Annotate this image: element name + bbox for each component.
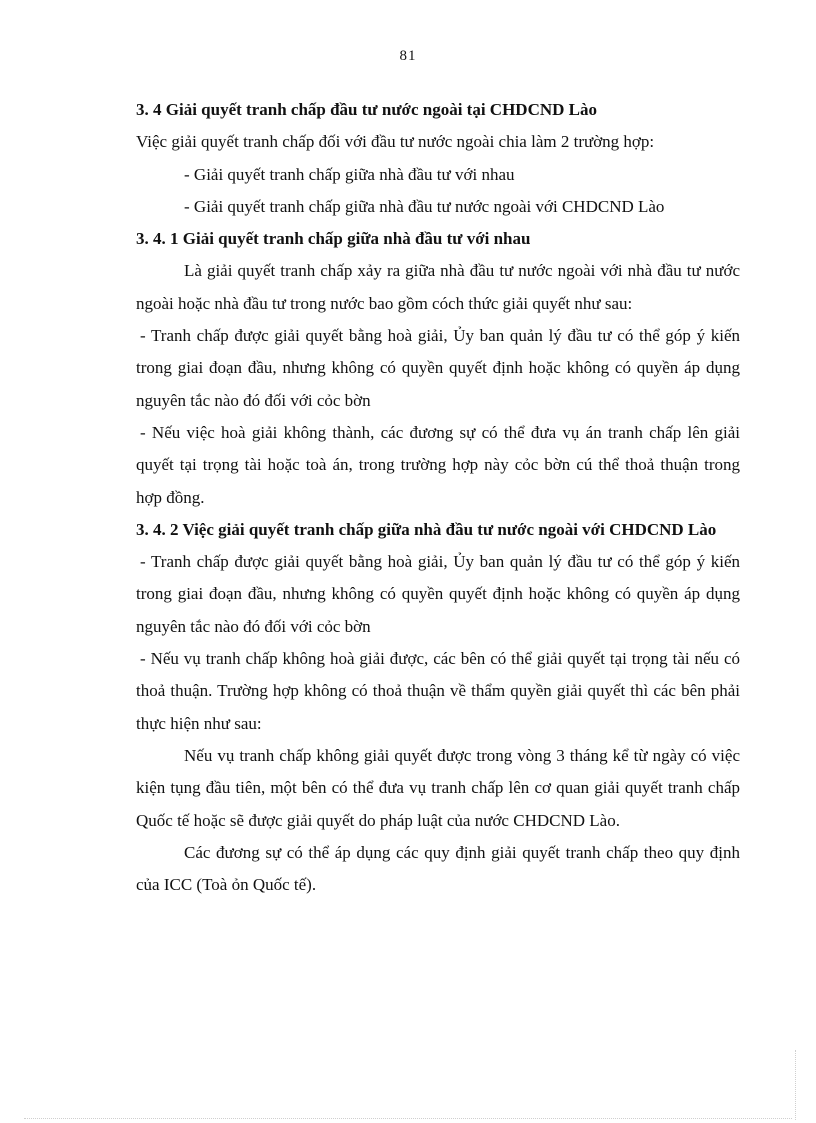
page-right-divider bbox=[795, 1050, 796, 1120]
document-body bbox=[136, 94, 740, 901]
case-item-1: - Giải quyết tranh chấp giữa nhà đầu tư với nhau bbox=[184, 164, 515, 184]
subsection-2-paragraph-1: Nếu vụ tranh chấp không giải quyết được trong vòng 3 tháng kể từ ngày có việc kiện tụng đầu tiên, một bên có thể đưa vụ tranh chấp lên cơ quan giải quyết tranh chấp Quốc tế hoặc sẽ được giải quyết do pháp luật của nước CHDCND Lào. bbox=[136, 745, 740, 830]
subsection-heading-1: 3. 4. 1 Giải quyết tranh chấp giữa nhà đầu tư với nhau bbox=[136, 229, 531, 249]
section-heading: 3. 4 Giải quyết tranh chấp đầu tư nước ngoài tại CHDCND Lào bbox=[136, 100, 598, 119]
subsection-1-item-1: - Tranh chấp được giải quyết bằng hoà giải, Ủy ban quản lý đầu tư có thể góp ý kiến trong giai đoạn đầu, nhưng không có quyền quyết định hoặc không có quyền áp dụng nguyên tắc nào đó đối với cỏc bờn bbox=[136, 326, 740, 410]
page-number: 81 bbox=[399, 48, 417, 64]
intro-paragraph: Việc giải quyết tranh chấp đối với đầu tư nước ngoài chia làm 2 trường hợp: bbox=[136, 132, 655, 152]
subsection-2-item-2: - Nếu vụ tranh chấp không hoà giải được, các bên có thể giải quyết tại trọng tài nếu có thoả thuận. Trường hợp không có thoả thuận về thẩm quyền giải quyết thì các bên phải thực hiện như sau: bbox=[136, 649, 740, 733]
page-bottom-divider bbox=[24, 1118, 792, 1119]
subsection-2-item-1: - Tranh chấp được giải quyết bằng hoà giải, Ủy ban quản lý đầu tư có thể góp ý kiến trong giai đoạn đầu, nhưng không có quyền quyết định hoặc không có quyền áp dụng nguyên tắc nào đó đối với cỏc bờn bbox=[136, 552, 740, 636]
subsection-1-paragraph: Là giải quyết tranh chấp xảy ra giữa nhà đầu tư nước ngoài với nhà đầu tư nước ngoài hoặc nhà đầu tư trong nước bao gồm cóch thức giải quyết như sau: bbox=[136, 261, 740, 313]
subsection-heading-2: 3. 4. 2 Việc giải quyết tranh chấp giữa nhà đầu tư nước ngoài với CHDCND Lào bbox=[136, 519, 717, 539]
case-item-2: - Giải quyết tranh chấp giữa nhà đầu tư nước ngoài với CHDCND Lào bbox=[184, 196, 665, 216]
subsection-2-paragraph-2: Các đương sự có thể áp dụng các quy định giải quyết tranh chấp theo quy định của ICC (Toà ỏn Quốc tế). bbox=[136, 842, 740, 895]
subsection-1-item-2: - Nếu việc hoà giải không thành, các đương sự có thể đưa vụ án tranh chấp lên giải quyết tại trọng tài hoặc toà án, trong trường hợp này cỏc bờn cú thể thoả thuận trong hợp đồng. bbox=[136, 422, 740, 507]
